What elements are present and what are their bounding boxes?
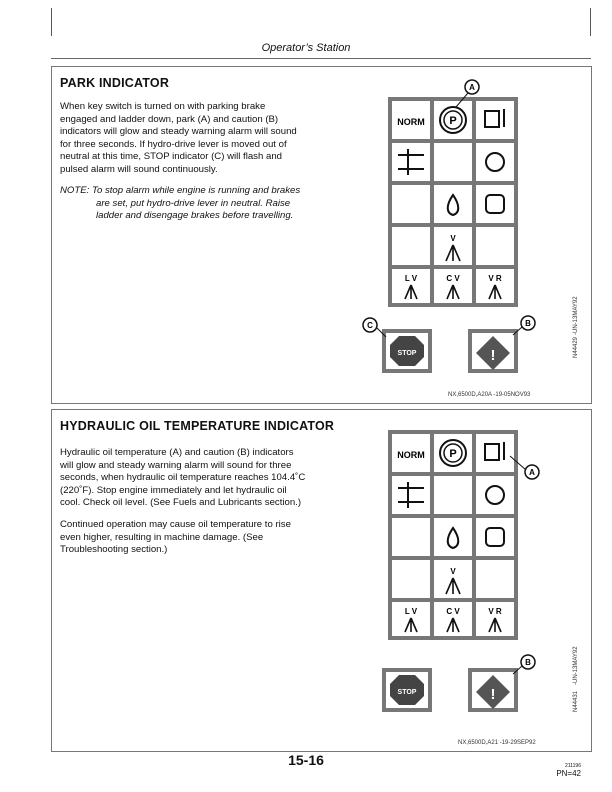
vr-label: V R [488, 607, 502, 616]
v-label: V [450, 567, 456, 576]
section-title: HYDRAULIC OIL TEMPERATURE INDICATOR [60, 419, 335, 433]
reference-code: NX,6500D,A21 -19-29SEP92 [458, 740, 536, 746]
section-body-2: Continued operation may cause oil temperature to rise even higher, resulting in machine damage. (See Troubleshooting section.) [60, 519, 291, 556]
margin-line-left [51, 8, 52, 36]
note-text: NOTE: To stop alarm while engine is running and brakes are set, put hydro-drive lever in neutral. Raise ladder and disengage brakes before travelling. [60, 185, 301, 222]
callout-c: C [367, 321, 373, 330]
reference-code: NX,6500D,A20A -19-05NOV93 [448, 392, 531, 398]
norm-label: NORM [397, 450, 425, 460]
vr-label: V R [488, 274, 502, 283]
cv-label: C V [446, 607, 460, 616]
page-header: Operator’s Station [261, 42, 351, 54]
figure-date: -UN-13MAY92 [573, 646, 579, 685]
section-title: PARK INDICATOR [60, 76, 170, 90]
callout-a: A [529, 468, 535, 477]
figure-id: N44429 [573, 336, 579, 358]
park-indicator-section [51, 66, 592, 404]
stop-label: STOP [397, 350, 417, 357]
park-icon: P [449, 115, 457, 127]
hydraulic-oil-temp-section [51, 409, 592, 752]
park-icon: P [449, 448, 457, 460]
callout-b: B [525, 319, 531, 328]
section-body: When key switch is turned on with parking brake engaged and ladder down, park (A) and caution (B) indicators will glow and steady warning alarm will sound for three seconds. If hydro-drive lever is moved out of neutral at this time, STOP indicator (C) will flash and pulsed alarm will sound continuously. [60, 101, 297, 175]
figure-date: -UN-13MAY92 [573, 296, 579, 335]
lv-label: L V [404, 274, 418, 283]
page-number: 15-16 [288, 752, 324, 768]
indicator-panel-figure [358, 77, 572, 377]
lv-label: L V [404, 607, 418, 616]
margin-line-right [590, 8, 591, 36]
caution-icon: ! [490, 347, 496, 364]
pn-code: 211196 PN=42 [556, 763, 581, 778]
callout-a: A [469, 83, 475, 92]
v-label: V [450, 234, 456, 243]
figure-id: N44431 [573, 690, 579, 712]
cv-label: C V [446, 274, 460, 283]
section-body: Hydraulic oil temperature (A) and caution (B) indicators will glow and steady warning alarm will sound for three seconds, when hydraulic oil temperature reaches 104.4˚C (220˚F). Stop engine immediately and let hydraulic oil cool. Check oil level. (See Fuels and Lubricants section.) [60, 447, 306, 509]
callout-b: B [525, 658, 531, 667]
stop-label: STOP [397, 689, 417, 696]
indicator-panel-figure [358, 430, 572, 730]
caution-icon: ! [490, 686, 496, 703]
header-rule [51, 58, 591, 59]
norm-label: NORM [397, 117, 425, 127]
